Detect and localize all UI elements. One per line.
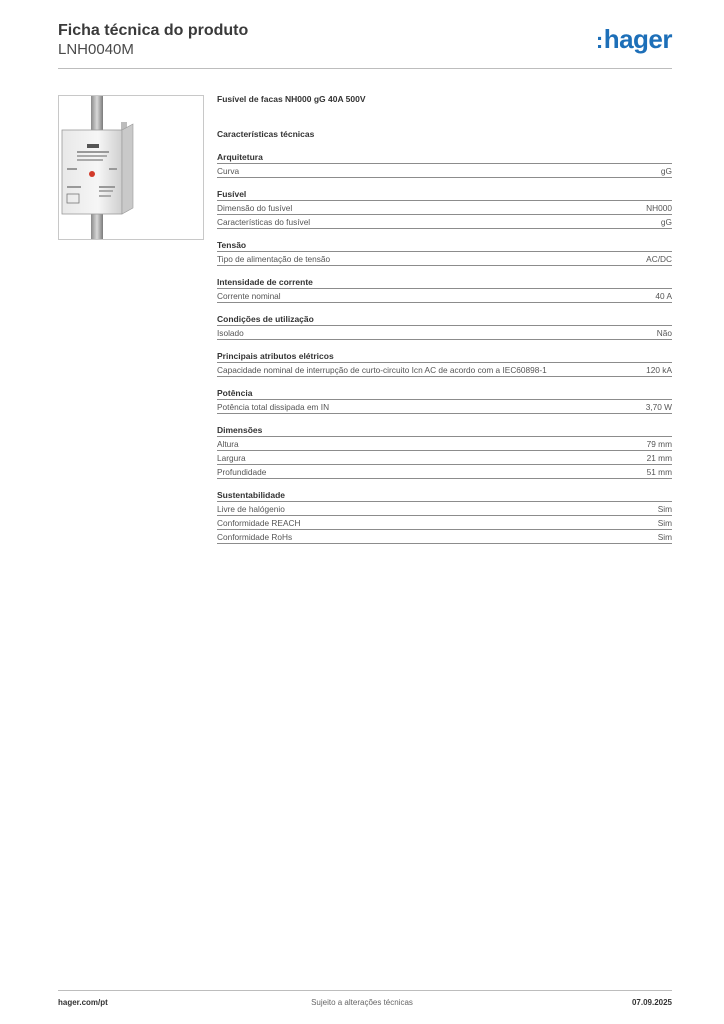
- spec-group-title: Fusível: [217, 189, 247, 199]
- product-code: LNH0040M: [58, 41, 134, 58]
- spec-row: [217, 200, 672, 214]
- header-divider: [58, 68, 672, 69]
- logo-colon-icon: :: [595, 28, 603, 53]
- spec-value: Não: [656, 327, 672, 338]
- spec-label: Altura: [217, 438, 239, 449]
- spec-value: 40 A: [655, 290, 672, 301]
- spec-group-title: Potência: [217, 388, 253, 398]
- spec-label: Isolado: [217, 327, 244, 338]
- spec-value: 120 kA: [646, 364, 672, 375]
- spec-row: [217, 214, 672, 229]
- document-title: Ficha técnica do produto: [58, 22, 249, 39]
- footer-divider: [58, 990, 672, 991]
- spec-group-title: Condições de utilização: [217, 314, 314, 324]
- spec-group-title: Dimensões: [217, 425, 263, 435]
- spec-row: [217, 288, 672, 303]
- spec-group-title: Principais atributos elétricos: [217, 351, 334, 361]
- spec-value: AC/DC: [646, 253, 672, 264]
- spec-row: [217, 450, 672, 464]
- spec-row: [217, 251, 672, 266]
- spec-label: Capacidade nominal de interrupção de curto-circuito Icn AC de acordo com a IEC60898-1: [217, 364, 547, 375]
- spec-row: [217, 399, 672, 414]
- spec-value: gG: [660, 216, 672, 227]
- spec-group-title: Intensidade de corrente: [217, 277, 313, 287]
- spec-label: Largura: [217, 452, 246, 463]
- spec-label: Dimensão do fusível: [217, 202, 293, 213]
- footer-notice: Sujeito a alterações técnicas: [311, 998, 413, 1007]
- spec-label: Conformidade RoHs: [217, 531, 293, 542]
- spec-label: Tipo de alimentação de tensão: [217, 253, 331, 264]
- page-header: [58, 20, 672, 68]
- spec-group: [217, 387, 672, 414]
- footer-website: hager.com/pt: [58, 998, 108, 1007]
- spec-heading: Características técnicas: [217, 129, 315, 139]
- spec-group-title: Sustentabilidade: [217, 490, 286, 500]
- spec-value: Sim: [657, 517, 672, 528]
- nh-fuse-icon: [59, 96, 203, 239]
- product-image: [58, 95, 204, 240]
- spec-label: Conformidade REACH: [217, 517, 301, 528]
- spec-label: Profundidade: [217, 466, 267, 477]
- spec-group: [217, 350, 672, 377]
- product-name: Fusível de facas NH000 gG 40A 500V: [217, 94, 366, 104]
- spec-value: 21 mm: [646, 452, 672, 463]
- spec-value: 79 mm: [646, 438, 672, 449]
- spec-value: NH000: [646, 202, 672, 213]
- spec-row: [217, 529, 672, 544]
- footer-date: 07.09.2025: [631, 998, 672, 1007]
- spec-row: [217, 362, 672, 377]
- spec-groups: [217, 151, 672, 544]
- spec-row: [217, 325, 672, 340]
- spec-value: Sim: [657, 503, 672, 514]
- spec-value: 51 mm: [646, 466, 672, 477]
- spec-row: [217, 436, 672, 450]
- spec-value: gG: [660, 165, 672, 176]
- spec-group: [217, 489, 672, 544]
- spec-label: Corrente nominal: [217, 290, 281, 301]
- spec-label: Potência total dissipada em IN: [217, 401, 330, 412]
- spec-row: [217, 163, 672, 178]
- spec-group: [217, 276, 672, 303]
- logo-text: hager: [603, 24, 672, 54]
- spec-row: [217, 515, 672, 529]
- spec-label: Livre de halógenio: [217, 503, 285, 514]
- spec-group-title: Tensão: [217, 240, 247, 250]
- spec-label: Características do fusível: [217, 216, 311, 227]
- spec-group: [217, 239, 672, 266]
- spec-group-title: Arquitetura: [217, 152, 263, 162]
- spec-group: [217, 151, 672, 178]
- spec-label: Curva: [217, 165, 240, 176]
- spec-group: [217, 424, 672, 479]
- spec-row: [217, 464, 672, 479]
- spec-value: Sim: [657, 531, 672, 542]
- technical-spec: [217, 94, 672, 544]
- spec-group: [217, 313, 672, 340]
- hager-logo: [596, 26, 672, 52]
- spec-row: [217, 501, 672, 515]
- spec-group: [217, 188, 672, 229]
- spec-value: 3,70 W: [645, 401, 672, 412]
